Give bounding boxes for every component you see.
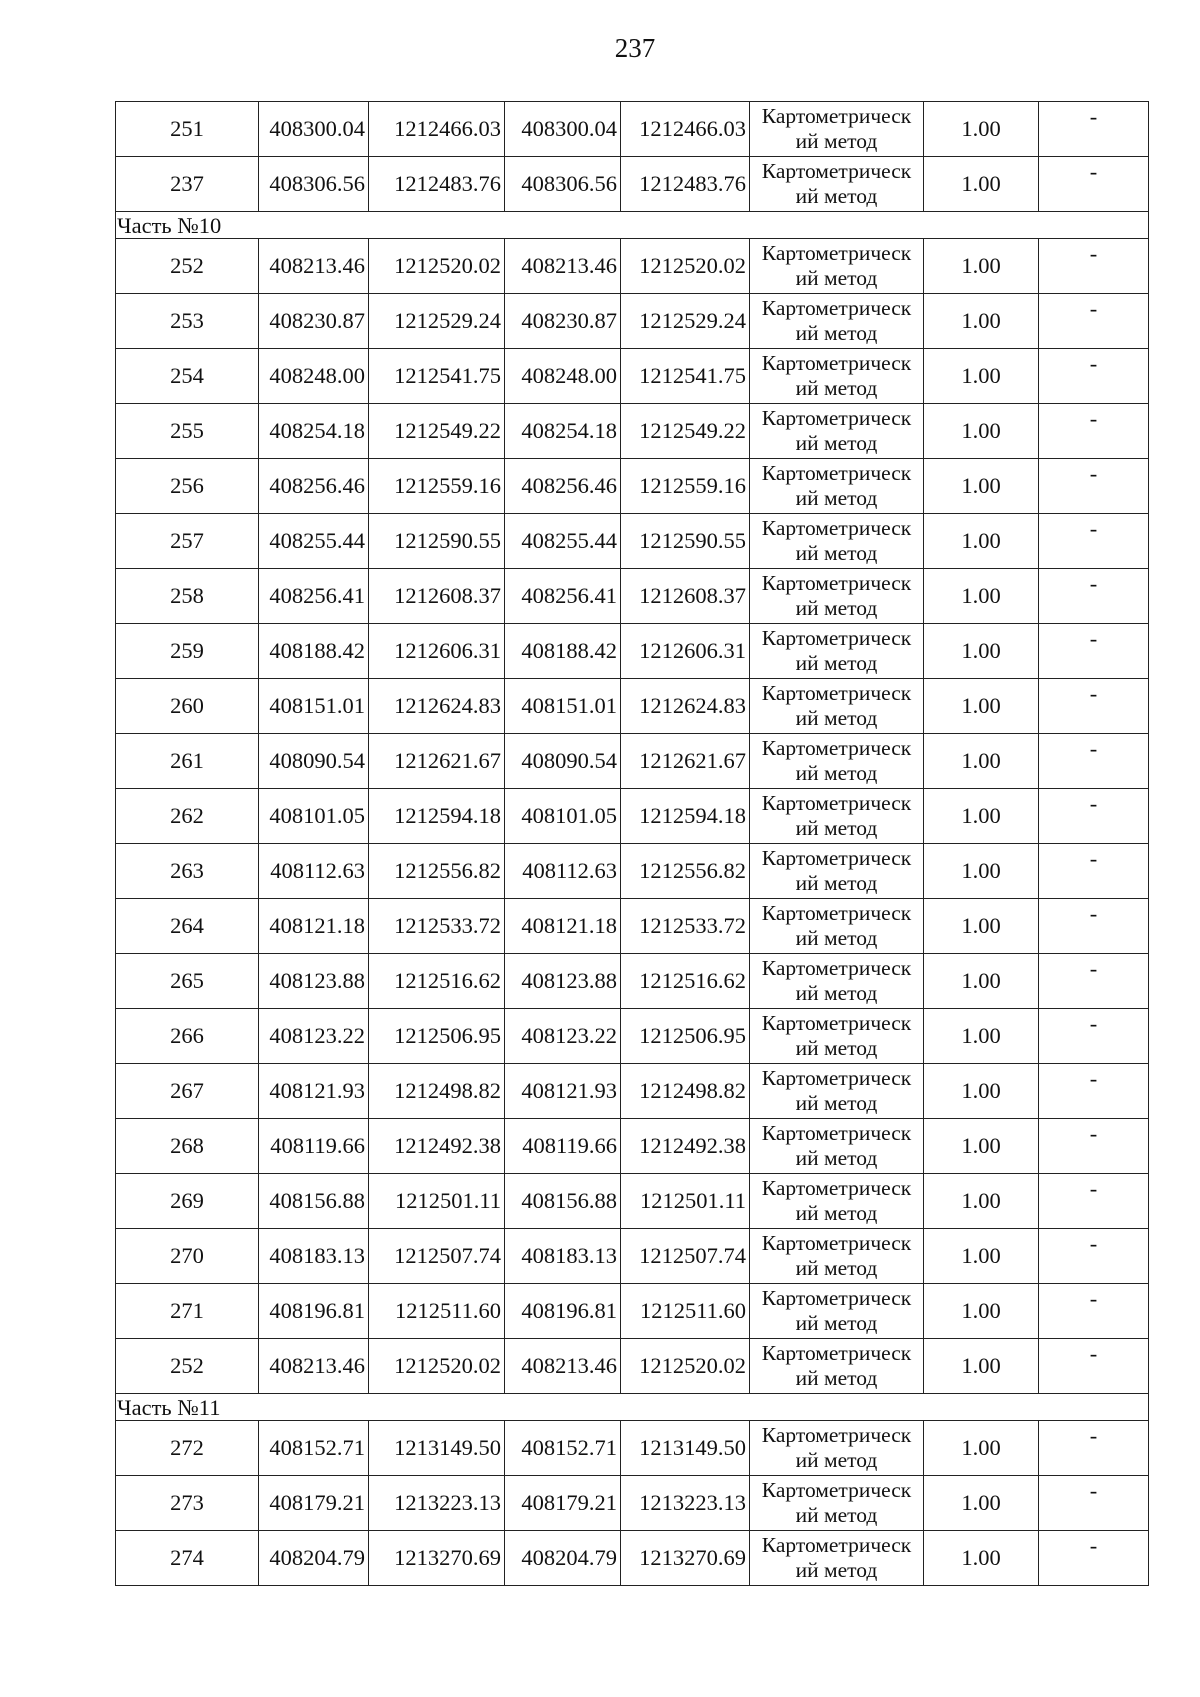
note-cell: - [1039, 404, 1149, 459]
accuracy-cell: 1.00 [924, 1174, 1039, 1229]
y-coordinate-cell: 1213223.13 [621, 1476, 750, 1531]
y-coordinate-cell: 1212606.31 [369, 624, 505, 679]
table-row [116, 1531, 1149, 1586]
method-line: Картометрическ [761, 159, 912, 183]
y-coordinate-cell: 1212506.95 [369, 1009, 505, 1064]
y-coordinate-cell: 1212624.83 [369, 679, 505, 734]
x-coordinate-cell: 408151.01 [505, 679, 621, 734]
table-row [116, 404, 1149, 459]
x-coordinate-cell: 408230.87 [259, 294, 369, 349]
table-row [116, 954, 1149, 1009]
method-line: Картометрическ [761, 1478, 912, 1502]
method-line: Картометрическ [761, 104, 912, 128]
x-coordinate-cell: 408179.21 [505, 1476, 621, 1531]
y-coordinate-cell: 1212549.22 [369, 404, 505, 459]
x-coordinate-cell: 408121.93 [505, 1064, 621, 1119]
method-line: Картометрическ [761, 956, 912, 980]
accuracy-cell: 1.00 [924, 1284, 1039, 1339]
method-line: ий метод [795, 431, 878, 455]
method-cell [750, 1119, 924, 1174]
accuracy-cell: 1.00 [924, 679, 1039, 734]
method-cell [750, 1064, 924, 1119]
y-coordinate-cell: 1212498.82 [621, 1064, 750, 1119]
x-coordinate-cell: 408119.66 [259, 1119, 369, 1174]
point-number-cell: 252 [116, 1339, 259, 1394]
method-line: Картометрическ [761, 846, 912, 870]
y-coordinate-cell: 1212520.02 [369, 1339, 505, 1394]
point-number-cell: 254 [116, 349, 259, 404]
method-cell [750, 294, 924, 349]
point-number-cell: 252 [116, 239, 259, 294]
y-coordinate-cell: 1212507.74 [369, 1229, 505, 1284]
x-coordinate-cell: 408196.81 [505, 1284, 621, 1339]
y-coordinate-cell: 1212516.62 [621, 954, 750, 1009]
y-coordinate-cell: 1212590.55 [621, 514, 750, 569]
method-cell [750, 1421, 924, 1476]
accuracy-cell: 1.00 [924, 1531, 1039, 1586]
note-cell: - [1039, 1119, 1149, 1174]
x-coordinate-cell: 408183.13 [259, 1229, 369, 1284]
method-line: Картометрическ [761, 571, 912, 595]
y-coordinate-cell: 1212621.67 [369, 734, 505, 789]
method-line: ий метод [795, 651, 878, 675]
note-cell: - [1039, 899, 1149, 954]
y-coordinate-cell: 1212559.16 [621, 459, 750, 514]
section-title: Часть №10 [116, 212, 1149, 239]
method-line: ий метод [795, 981, 878, 1005]
y-coordinate-cell: 1212516.62 [369, 954, 505, 1009]
y-coordinate-cell: 1212541.75 [621, 349, 750, 404]
y-coordinate-cell: 1212501.11 [621, 1174, 750, 1229]
y-coordinate-cell: 1212533.72 [621, 899, 750, 954]
x-coordinate-cell: 408123.88 [505, 954, 621, 1009]
x-coordinate-cell: 408300.04 [505, 102, 621, 157]
x-coordinate-cell: 408255.44 [259, 514, 369, 569]
point-number-cell: 237 [116, 157, 259, 212]
point-number-cell: 251 [116, 102, 259, 157]
point-number-cell: 267 [116, 1064, 259, 1119]
accuracy-cell: 1.00 [924, 1009, 1039, 1064]
method-cell [750, 1229, 924, 1284]
accuracy-cell: 1.00 [924, 239, 1039, 294]
accuracy-cell: 1.00 [924, 899, 1039, 954]
accuracy-cell: 1.00 [924, 1064, 1039, 1119]
note-cell: - [1039, 1009, 1149, 1064]
accuracy-cell: 1.00 [924, 1421, 1039, 1476]
y-coordinate-cell: 1212549.22 [621, 404, 750, 459]
method-line: ий метод [795, 761, 878, 785]
method-cell [750, 404, 924, 459]
table-row [116, 789, 1149, 844]
note-cell: - [1039, 1064, 1149, 1119]
table-row [116, 459, 1149, 514]
method-cell [750, 1284, 924, 1339]
point-number-cell: 258 [116, 569, 259, 624]
x-coordinate-cell: 408254.18 [505, 404, 621, 459]
point-number-cell: 260 [116, 679, 259, 734]
table-row [116, 1064, 1149, 1119]
method-cell [750, 157, 924, 212]
y-coordinate-cell: 1212541.75 [369, 349, 505, 404]
method-line: ий метод [795, 706, 878, 730]
x-coordinate-cell: 408183.13 [505, 1229, 621, 1284]
point-number-cell: 263 [116, 844, 259, 899]
x-coordinate-cell: 408213.46 [505, 239, 621, 294]
table-row [116, 1339, 1149, 1394]
note-cell: - [1039, 1531, 1149, 1586]
x-coordinate-cell: 408152.71 [259, 1421, 369, 1476]
table-row [116, 734, 1149, 789]
table-row [116, 899, 1149, 954]
point-number-cell: 256 [116, 459, 259, 514]
x-coordinate-cell: 408101.05 [259, 789, 369, 844]
y-coordinate-cell: 1212559.16 [369, 459, 505, 514]
method-line: Картометрическ [761, 406, 912, 430]
note-cell: - [1039, 514, 1149, 569]
x-coordinate-cell: 408123.22 [505, 1009, 621, 1064]
y-coordinate-cell: 1212520.02 [369, 239, 505, 294]
table-row [116, 844, 1149, 899]
note-cell: - [1039, 1284, 1149, 1339]
method-cell [750, 1476, 924, 1531]
y-coordinate-cell: 1212621.67 [621, 734, 750, 789]
point-number-cell: 262 [116, 789, 259, 844]
x-coordinate-cell: 408196.81 [259, 1284, 369, 1339]
method-line: Картометрическ [761, 1231, 912, 1255]
y-coordinate-cell: 1212608.37 [621, 569, 750, 624]
y-coordinate-cell: 1212511.60 [369, 1284, 505, 1339]
accuracy-cell: 1.00 [924, 459, 1039, 514]
x-coordinate-cell: 408204.79 [259, 1531, 369, 1586]
x-coordinate-cell: 408179.21 [259, 1476, 369, 1531]
table-row [116, 1119, 1149, 1174]
x-coordinate-cell: 408256.41 [505, 569, 621, 624]
method-line: ий метод [795, 184, 878, 208]
accuracy-cell: 1.00 [924, 404, 1039, 459]
page-number: 237 [614, 33, 656, 63]
method-line: ий метод [795, 1091, 878, 1115]
y-coordinate-cell: 1212492.38 [621, 1119, 750, 1174]
method-line: ий метод [795, 541, 878, 565]
point-number-cell: 274 [116, 1531, 259, 1586]
y-coordinate-cell: 1212506.95 [621, 1009, 750, 1064]
method-line: ий метод [795, 1366, 878, 1390]
method-line: ий метод [795, 1036, 878, 1060]
note-cell: - [1039, 679, 1149, 734]
table-row [116, 1476, 1149, 1531]
method-cell [750, 239, 924, 294]
method-cell [750, 624, 924, 679]
coordinates-table [115, 101, 1149, 1586]
x-coordinate-cell: 408090.54 [259, 734, 369, 789]
table-row [116, 624, 1149, 679]
method-cell [750, 679, 924, 734]
x-coordinate-cell: 408306.56 [259, 157, 369, 212]
x-coordinate-cell: 408256.41 [259, 569, 369, 624]
table-row [116, 294, 1149, 349]
method-cell [750, 789, 924, 844]
method-line: ий метод [795, 266, 878, 290]
note-cell: - [1039, 1476, 1149, 1531]
x-coordinate-cell: 408213.46 [259, 239, 369, 294]
note-cell: - [1039, 459, 1149, 514]
accuracy-cell: 1.00 [924, 294, 1039, 349]
accuracy-cell: 1.00 [924, 1476, 1039, 1531]
accuracy-cell: 1.00 [924, 954, 1039, 1009]
y-coordinate-cell: 1212507.74 [621, 1229, 750, 1284]
method-line: ий метод [795, 1558, 878, 1582]
y-coordinate-cell: 1212590.55 [369, 514, 505, 569]
table-row [116, 102, 1149, 157]
method-line: ий метод [795, 486, 878, 510]
y-coordinate-cell: 1212529.24 [621, 294, 750, 349]
accuracy-cell: 1.00 [924, 1119, 1039, 1174]
x-coordinate-cell: 408248.00 [259, 349, 369, 404]
x-coordinate-cell: 408121.18 [505, 899, 621, 954]
note-cell: - [1039, 569, 1149, 624]
table-row [116, 349, 1149, 404]
method-line: Картометрическ [761, 1423, 912, 1447]
x-coordinate-cell: 408254.18 [259, 404, 369, 459]
x-coordinate-cell: 408123.22 [259, 1009, 369, 1064]
x-coordinate-cell: 408188.42 [505, 624, 621, 679]
accuracy-cell: 1.00 [924, 789, 1039, 844]
point-number-cell: 257 [116, 514, 259, 569]
table-row [116, 1229, 1149, 1284]
y-coordinate-cell: 1212594.18 [369, 789, 505, 844]
method-line: ий метод [795, 596, 878, 620]
note-cell: - [1039, 1229, 1149, 1284]
y-coordinate-cell: 1212520.02 [621, 1339, 750, 1394]
y-coordinate-cell: 1212594.18 [621, 789, 750, 844]
table-row [116, 157, 1149, 212]
table-row [116, 1284, 1149, 1339]
y-coordinate-cell: 1212624.83 [621, 679, 750, 734]
note-cell: - [1039, 789, 1149, 844]
accuracy-cell: 1.00 [924, 102, 1039, 157]
table-row [116, 679, 1149, 734]
method-line: ий метод [795, 1256, 878, 1280]
method-line: ий метод [795, 926, 878, 950]
accuracy-cell: 1.00 [924, 569, 1039, 624]
y-coordinate-cell: 1212466.03 [369, 102, 505, 157]
method-line: Картометрическ [761, 901, 912, 925]
x-coordinate-cell: 408152.71 [505, 1421, 621, 1476]
method-line: Картометрическ [761, 516, 912, 540]
y-coordinate-cell: 1212556.82 [369, 844, 505, 899]
y-coordinate-cell: 1213270.69 [369, 1531, 505, 1586]
method-line: ий метод [795, 1311, 878, 1335]
method-cell [750, 899, 924, 954]
point-number-cell: 255 [116, 404, 259, 459]
table-row [116, 1009, 1149, 1064]
note-cell: - [1039, 734, 1149, 789]
x-coordinate-cell: 408230.87 [505, 294, 621, 349]
point-number-cell: 268 [116, 1119, 259, 1174]
x-coordinate-cell: 408101.05 [505, 789, 621, 844]
y-coordinate-cell: 1212529.24 [369, 294, 505, 349]
y-coordinate-cell: 1212492.38 [369, 1119, 505, 1174]
method-line: ий метод [795, 816, 878, 840]
point-number-cell: 265 [116, 954, 259, 1009]
note-cell: - [1039, 1421, 1149, 1476]
method-line: Картометрическ [761, 1286, 912, 1310]
method-line: Картометрическ [761, 296, 912, 320]
point-number-cell: 266 [116, 1009, 259, 1064]
y-coordinate-cell: 1212533.72 [369, 899, 505, 954]
method-line: ий метод [795, 1201, 878, 1225]
note-cell: - [1039, 1174, 1149, 1229]
method-cell [750, 349, 924, 404]
x-coordinate-cell: 408255.44 [505, 514, 621, 569]
x-coordinate-cell: 408213.46 [259, 1339, 369, 1394]
y-coordinate-cell: 1212483.76 [369, 157, 505, 212]
method-line: Картометрическ [761, 791, 912, 815]
accuracy-cell: 1.00 [924, 1339, 1039, 1394]
accuracy-cell: 1.00 [924, 844, 1039, 899]
method-cell [750, 1174, 924, 1229]
accuracy-cell: 1.00 [924, 514, 1039, 569]
point-number-cell: 261 [116, 734, 259, 789]
y-coordinate-cell: 1213270.69 [621, 1531, 750, 1586]
table-row [116, 514, 1149, 569]
method-line: Картометрическ [761, 736, 912, 760]
method-line: Картометрическ [761, 1533, 912, 1557]
point-number-cell: 264 [116, 899, 259, 954]
method-line: Картометрическ [761, 1121, 912, 1145]
method-cell [750, 1339, 924, 1394]
point-number-cell: 271 [116, 1284, 259, 1339]
y-coordinate-cell: 1212520.02 [621, 239, 750, 294]
note-cell: - [1039, 102, 1149, 157]
y-coordinate-cell: 1213223.13 [369, 1476, 505, 1531]
y-coordinate-cell: 1213149.50 [621, 1421, 750, 1476]
method-cell [750, 459, 924, 514]
method-line: Картометрическ [761, 351, 912, 375]
note-cell: - [1039, 157, 1149, 212]
accuracy-cell: 1.00 [924, 624, 1039, 679]
x-coordinate-cell: 408306.56 [505, 157, 621, 212]
y-coordinate-cell: 1212501.11 [369, 1174, 505, 1229]
method-line: Картометрическ [761, 461, 912, 485]
method-line: Картометрическ [761, 241, 912, 265]
accuracy-cell: 1.00 [924, 349, 1039, 404]
method-line: ий метод [795, 321, 878, 345]
x-coordinate-cell: 408300.04 [259, 102, 369, 157]
method-line: ий метод [795, 129, 878, 153]
x-coordinate-cell: 408112.63 [505, 844, 621, 899]
x-coordinate-cell: 408213.46 [505, 1339, 621, 1394]
y-coordinate-cell: 1213149.50 [369, 1421, 505, 1476]
method-line: ий метод [795, 1503, 878, 1527]
method-cell [750, 844, 924, 899]
accuracy-cell: 1.00 [924, 1229, 1039, 1284]
method-line: Картометрическ [761, 1011, 912, 1035]
x-coordinate-cell: 408119.66 [505, 1119, 621, 1174]
method-cell [750, 954, 924, 1009]
point-number-cell: 269 [116, 1174, 259, 1229]
method-cell [750, 569, 924, 624]
note-cell: - [1039, 844, 1149, 899]
x-coordinate-cell: 408121.18 [259, 899, 369, 954]
x-coordinate-cell: 408248.00 [505, 349, 621, 404]
x-coordinate-cell: 408121.93 [259, 1064, 369, 1119]
note-cell: - [1039, 239, 1149, 294]
point-number-cell: 273 [116, 1476, 259, 1531]
method-line: ий метод [795, 1146, 878, 1170]
point-number-cell: 259 [116, 624, 259, 679]
x-coordinate-cell: 408156.88 [259, 1174, 369, 1229]
note-cell: - [1039, 954, 1149, 1009]
y-coordinate-cell: 1212608.37 [369, 569, 505, 624]
section-header-row [116, 1394, 1149, 1421]
method-line: ий метод [795, 376, 878, 400]
section-title: Часть №11 [116, 1394, 1149, 1421]
note-cell: - [1039, 1339, 1149, 1394]
note-cell: - [1039, 624, 1149, 679]
x-coordinate-cell: 408204.79 [505, 1531, 621, 1586]
point-number-cell: 253 [116, 294, 259, 349]
method-cell [750, 102, 924, 157]
y-coordinate-cell: 1212466.03 [621, 102, 750, 157]
coordinates-table-body [116, 102, 1149, 1586]
table-row [116, 1174, 1149, 1229]
y-coordinate-cell: 1212606.31 [621, 624, 750, 679]
method-line: Картометрическ [761, 1066, 912, 1090]
method-cell [750, 1531, 924, 1586]
x-coordinate-cell: 408112.63 [259, 844, 369, 899]
accuracy-cell: 1.00 [924, 734, 1039, 789]
accuracy-cell: 1.00 [924, 157, 1039, 212]
x-coordinate-cell: 408256.46 [259, 459, 369, 514]
point-number-cell: 272 [116, 1421, 259, 1476]
x-coordinate-cell: 408156.88 [505, 1174, 621, 1229]
method-cell [750, 734, 924, 789]
x-coordinate-cell: 408256.46 [505, 459, 621, 514]
method-line: ий метод [795, 1448, 878, 1472]
note-cell: - [1039, 294, 1149, 349]
x-coordinate-cell: 408090.54 [505, 734, 621, 789]
method-line: Картометрическ [761, 626, 912, 650]
y-coordinate-cell: 1212483.76 [621, 157, 750, 212]
method-line: Картометрическ [761, 1176, 912, 1200]
method-cell [750, 1009, 924, 1064]
y-coordinate-cell: 1212511.60 [621, 1284, 750, 1339]
section-header-row [116, 212, 1149, 239]
method-line: Картометрическ [761, 681, 912, 705]
point-number-cell: 270 [116, 1229, 259, 1284]
x-coordinate-cell: 408188.42 [259, 624, 369, 679]
method-line: ий метод [795, 871, 878, 895]
method-line: Картометрическ [761, 1341, 912, 1365]
y-coordinate-cell: 1212498.82 [369, 1064, 505, 1119]
table-row [116, 239, 1149, 294]
table-row [116, 1421, 1149, 1476]
method-cell [750, 514, 924, 569]
y-coordinate-cell: 1212556.82 [621, 844, 750, 899]
note-cell: - [1039, 349, 1149, 404]
x-coordinate-cell: 408151.01 [259, 679, 369, 734]
table-row [116, 569, 1149, 624]
x-coordinate-cell: 408123.88 [259, 954, 369, 1009]
